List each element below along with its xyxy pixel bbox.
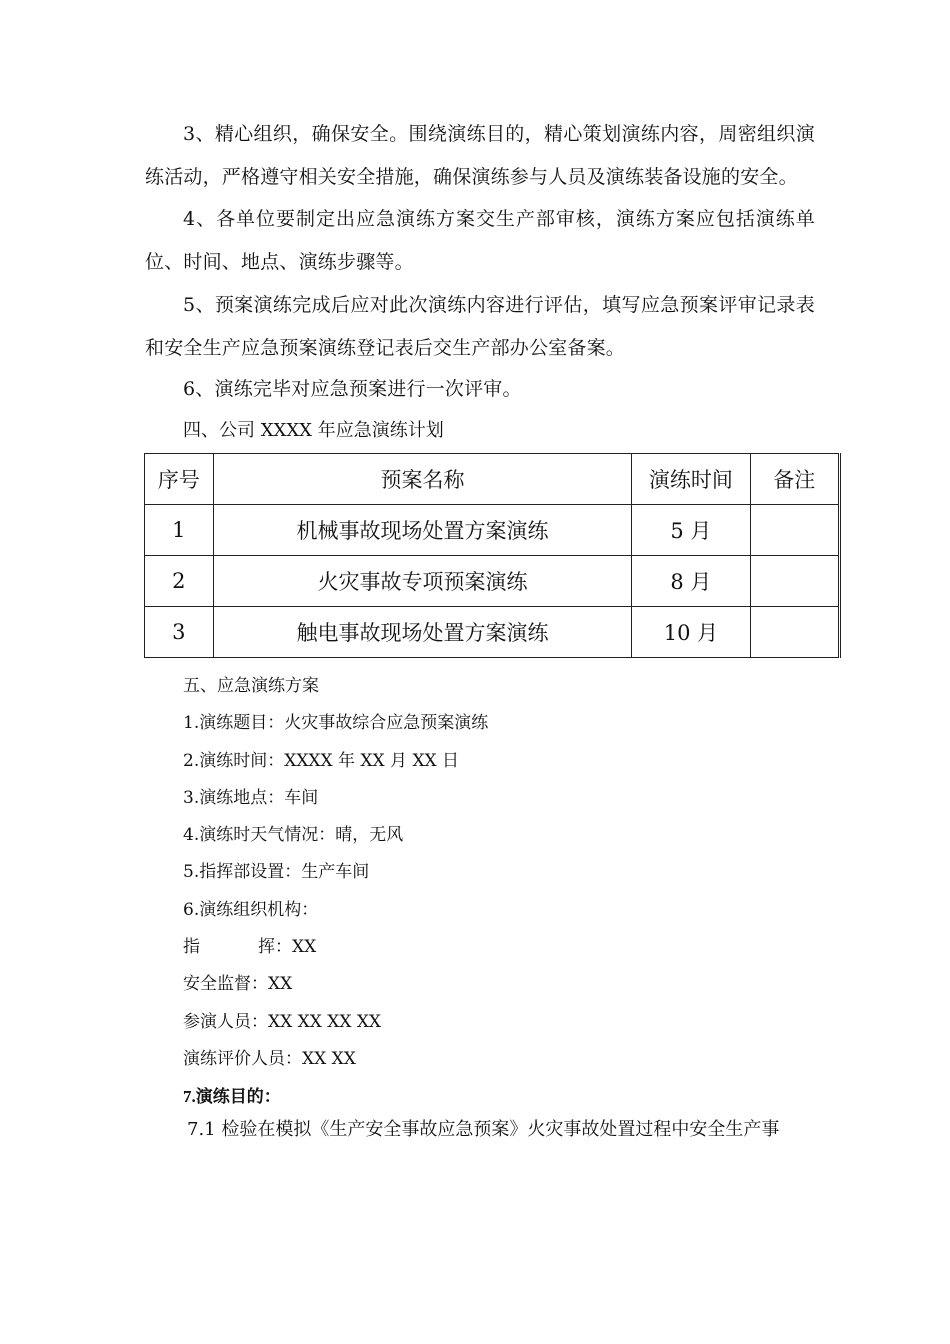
participants: 参演人员：XX XX XX XX	[183, 1011, 382, 1032]
header-note: 备注	[750, 454, 839, 505]
cell-no: 1	[145, 505, 214, 556]
commander-line	[183, 929, 488, 966]
section-5-title: 五、应急演练方案	[183, 676, 319, 696]
organization-title: 6.演练组织机构：	[183, 899, 319, 920]
drill-time: 2.演练时间：XXXX 年 XX 月 XX 日	[183, 750, 460, 771]
cell-name: 火灾事故专项预案演练	[213, 556, 632, 607]
header-name: 预案名称	[213, 454, 632, 505]
safety-supervisor: 安全监督：XX	[183, 974, 293, 995]
header-no: 序号	[145, 454, 214, 505]
drill-location: 3.演练地点：车间	[183, 787, 319, 808]
cell-no: 3	[145, 607, 214, 658]
drill-purpose-title: 7.演练目的：	[183, 1087, 281, 1107]
table-header-row	[145, 454, 840, 505]
cell-time: 10 月	[632, 607, 750, 658]
table-row	[145, 607, 840, 658]
drill-plan-table	[144, 453, 841, 658]
section-4-title: 四、公司 XXXX 年应急演练计划	[183, 420, 444, 441]
drill-topic: 1.演练题目：火灾事故综合应急预案演练	[183, 713, 489, 734]
cell-time: 5 月	[632, 505, 750, 556]
cell-name: 机械事故现场处置方案演练	[213, 505, 632, 556]
command-post: 5.指挥部设置：生产车间	[183, 862, 370, 883]
cell-note	[750, 607, 839, 658]
paragraph-4: 4、各单位要制定出应急演练方案交生产部审核，演练方案应包括演练单位、时间、地点、演练步骤等。	[145, 208, 815, 273]
paragraph-6: 6、演练完毕对应急预案进行一次评审。	[183, 378, 522, 400]
cell-name: 触电事故现场处置方案演练	[213, 607, 632, 658]
cell-no: 2	[145, 556, 214, 607]
commander-label-a: 指	[183, 937, 200, 958]
drill-weather: 4.演练时天气情况：晴，无风	[183, 825, 404, 846]
evaluators: 演练评价人员：XX XX	[183, 1048, 356, 1069]
table-row	[145, 505, 840, 556]
table-row	[145, 556, 840, 607]
drill-purpose-7-1: 7.1 检验在模拟《生产安全事故应急预案》火灾事故处置过程中安全生产事	[187, 1119, 780, 1140]
commander-label-b: 挥：XX	[258, 937, 317, 958]
drill-plan-list	[183, 668, 488, 1116]
cell-note	[750, 556, 839, 607]
cell-note	[750, 505, 839, 556]
cell-time: 8 月	[632, 556, 750, 607]
paragraph-3: 3、精心组织，确保安全。围绕演练目的，精心策划演练内容，周密组织演练活动，严格遵守相关安全措施，确保演练参与人员及演练装备设施的安全。	[145, 123, 815, 188]
header-time: 演练时间	[632, 454, 750, 505]
paragraph-5: 5、预案演练完成后应对此次演练内容进行评估，填写应急预案评审记录表和安全生产应急预案演练登记表后交生产部办公室备案。	[145, 294, 815, 359]
